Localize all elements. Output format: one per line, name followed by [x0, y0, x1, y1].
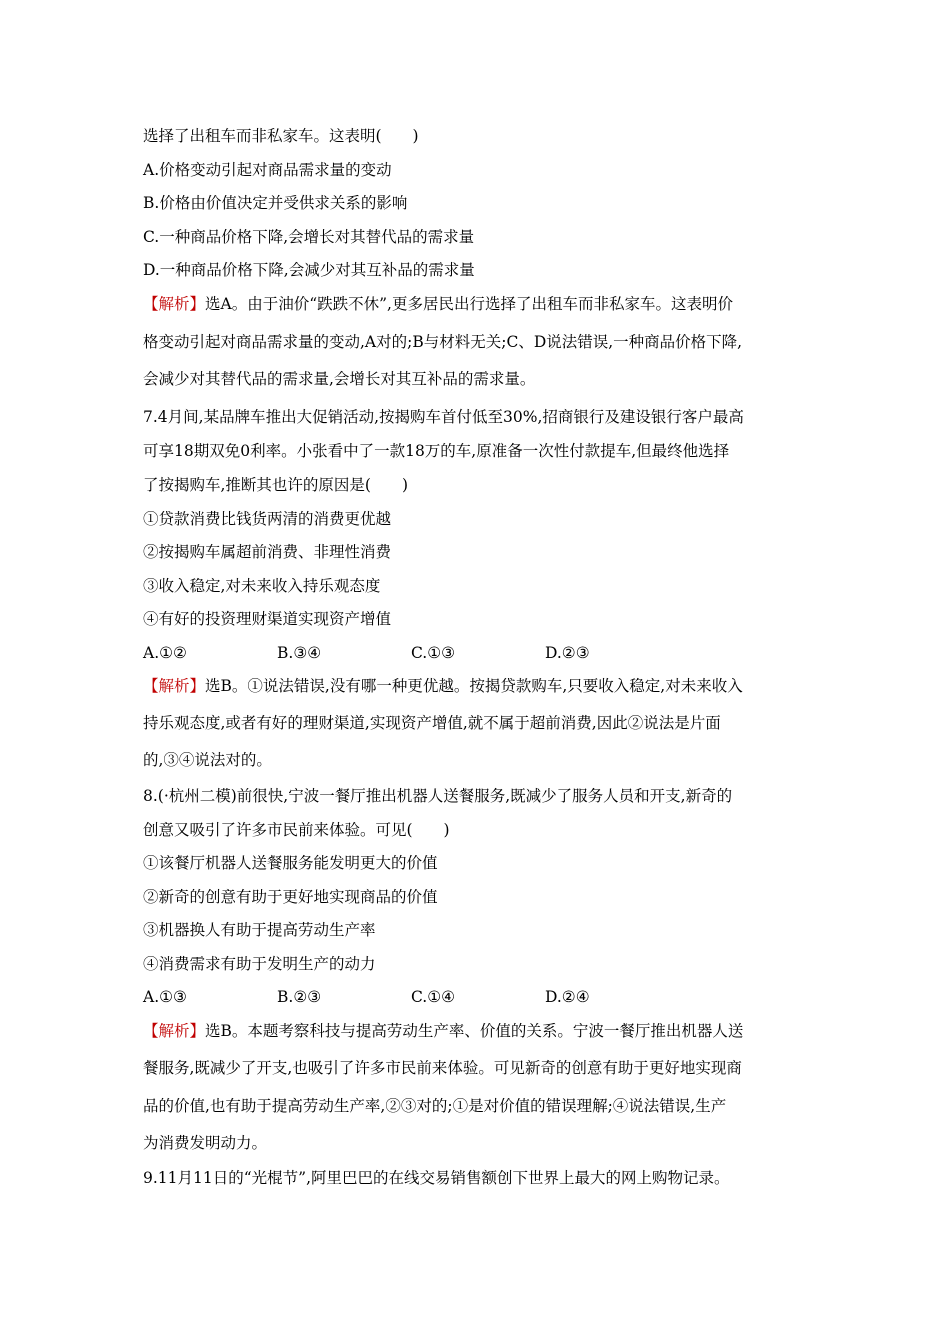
analysis-text: 选B。本题考察科技与提高劳动生产率、价值的关系。宁波一餐厅推出机器人送	[205, 1022, 744, 1040]
q8-choice-d: D.②④	[545, 988, 590, 1006]
q8-analysis-line-2: 餐服务,既减少了开支,也吸引了许多市民前来体验。可见新奇的创意有助于更好地实现商	[143, 1059, 742, 1077]
q8-choice-c: C.①④	[411, 988, 456, 1006]
q8-statement-3: ③机器换人有助于提高劳动生产率	[143, 921, 376, 939]
q7-choice-c: C.①③	[411, 644, 456, 662]
q7-statement-1: ①贷款消费比钱货两清的消费更优越	[143, 510, 392, 528]
q8-choice-a: A.①③	[143, 988, 187, 1006]
q8-analysis-line-1	[143, 1021, 743, 1041]
q6-analysis-line-1	[143, 294, 733, 314]
q6-option-c: C.一种商品价格下降,会增长对其替代品的需求量	[143, 228, 475, 246]
q7-statement-2: ②按揭购车属超前消费、非理性消费	[143, 543, 392, 561]
q8-statement-2: ②新奇的创意有助于更好地实现商品的价值	[143, 888, 438, 906]
q7-stem-line-2: 可享18期双免0利率。小张看中了一款18万的车,原准备一次性付款提车,但最终他选择	[143, 442, 730, 460]
q7-choice-d: D.②③	[545, 644, 590, 662]
q6-analysis-line-3: 会减少对其替代品的需求量,会增长对其互补品的需求量。	[143, 370, 536, 388]
analysis-text: 选B。①说法错误,没有哪一种更优越。按揭贷款购车,只要收入稳定,对未来收入	[205, 677, 743, 695]
analysis-tag: 【解析】	[143, 1022, 206, 1040]
q7-stem-line-1: 7.4月间,某品牌车推出大促销活动,按揭购车首付低至30%,招商银行及建设银行客户最高	[143, 408, 744, 426]
q7-analysis-line-1	[143, 676, 743, 696]
analysis-tag: 【解析】	[143, 677, 206, 695]
q6-option-a: A.价格变动引起对商品需求量的变动	[143, 161, 392, 179]
q8-choice-b: B.②③	[277, 988, 322, 1006]
q7-statement-3: ③收入稳定,对未来收入持乐观态度	[143, 577, 381, 595]
q8-analysis-line-3: 品的价值,也有助于提高劳动生产率,②③对的;①是对价值的错误理解;④说法错误,生产	[143, 1097, 727, 1115]
q6-analysis-line-2: 格变动引起对商品需求量的变动,A对的;B与材料无关;C、D说法错误,一种商品价格下降,	[143, 333, 743, 351]
q8-stem-line-1: 8.(·杭州二模)前很快,宁波一餐厅推出机器人送餐服务,既减少了服务人员和开支,新奇的	[143, 787, 733, 805]
q7-choice-a: A.①②	[143, 644, 187, 662]
q6-option-d: D.一种商品价格下降,会减少对其互补品的需求量	[143, 261, 475, 279]
q6-stem-tail: 选择了出租车而非私家车。这表明( )	[143, 127, 419, 145]
analysis-tag: 【解析】	[143, 295, 206, 313]
q8-statement-1: ①该餐厅机器人送餐服务能发明更大的价值	[143, 854, 438, 872]
q7-statement-4: ④有好的投资理财渠道实现资产增值	[143, 610, 392, 628]
q7-choice-b: B.③④	[277, 644, 322, 662]
q7-stem-line-3: 了按揭购车,推断其也许的原因是( )	[143, 476, 409, 494]
q8-statement-4: ④消费需求有助于发明生产的动力	[143, 955, 376, 973]
analysis-text: 选A。由于油价“跌跌不休”,更多居民出行选择了出租车而非私家车。这表明价	[205, 295, 733, 313]
q7-analysis-line-3: 的,③④说法对的。	[143, 751, 272, 769]
q6-option-b: B.价格由价值决定并受供求关系的影响	[143, 194, 408, 212]
q7-analysis-line-2: 持乐观态度,或者有好的理财渠道,实现资产增值,就不属于超前消费,因此②说法是片面	[143, 714, 721, 732]
q9-stem-line-1: 9.11月11日的“光棍节”,阿里巴巴的在线交易销售额创下世界上最大的网上购物记录。	[143, 1169, 730, 1187]
q8-stem-line-2: 创意又吸引了许多市民前来体验。可见( )	[143, 821, 450, 839]
q8-analysis-line-4: 为消费发明动力。	[143, 1134, 268, 1152]
